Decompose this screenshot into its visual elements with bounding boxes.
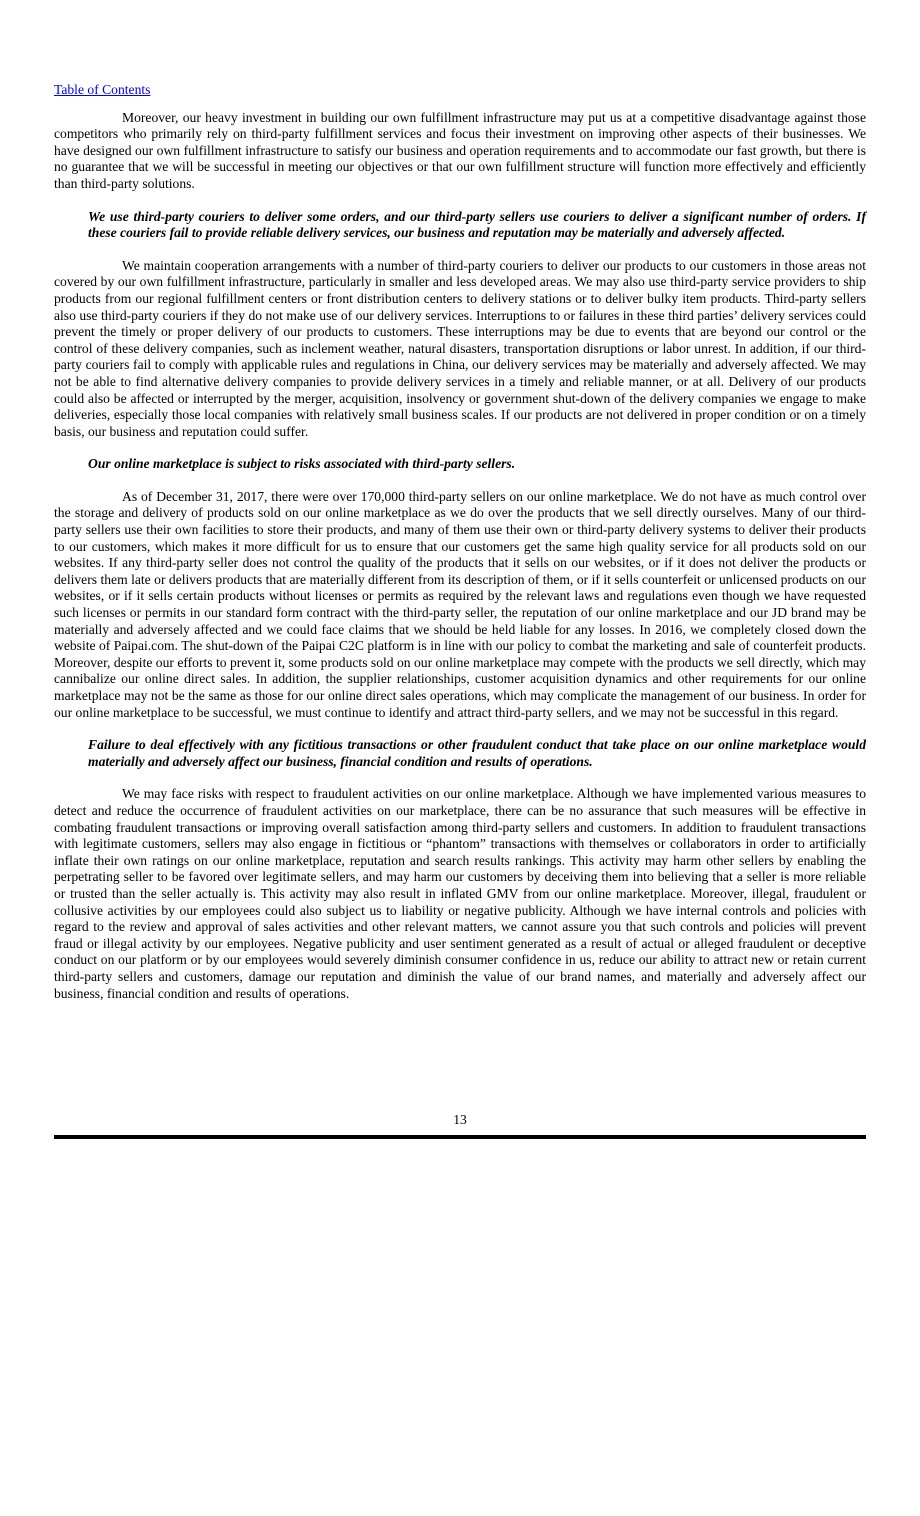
page-bottom-rule [54,1135,866,1139]
heading-third-party-couriers: We use third-party couriers to deliver some orders, and our third-party sellers use couriers to deliver a significant number of orders. If these couriers fail to provide reliable delivery services, our business and reputation may be materially and adversely affected. [88,208,866,241]
paragraph-courier-arrangements: We maintain cooperation arrangements with a number of third-party couriers to deliver our products to our customers in those areas not covered by our own fulfillment infrastructure, particularly in smaller and less developed areas. We may also use third-party service providers to ship products from our regional fulfillment centers or front distribution centers to delivery stations or to deliver bulky item products. Third-party sellers also use third-party couriers if they do not make use of our delivery services. Interruptions to or failures in these third parties’ delivery services could prevent the timely or proper delivery of our products to customers. These interruptions may be due to events that are beyond our control or the control of these delivery companies, such as inclement weather, natural disasters, transportation disruptions or labor unrest. In addition, if our third-party couriers fail to comply with applicable rules and regulations in China, our delivery services may be materially and adversely affected. We may not be able to find alternative delivery companies to provide delivery services in a timely and reliable manner, or at all. Delivery of our products could also be affected or interrupted by the merger, acquisition, insolvency or government shut-down of the delivery companies we engage to make deliveries, especially those local companies with relatively small business scales. If our products are not delivered in proper condition or on a timely basis, our business and reputation could suffer. [54,257,866,439]
paragraph-third-party-sellers: As of December 31, 2017, there were over 170,000 third-party sellers on our online marketplace. We do not have as much control over the storage and delivery of products sold on our online marketplace as we do over the products that we sell directly ourselves. Many of our third-party sellers use their own facilities to store their products, and many of them use their own or third-party delivery systems to deliver their products to our customers, which makes it more difficult for us to ensure that our customers get the same high quality service for all products sold on our websites. If any third-party seller does not control the quality of the products that it sells on our websites, or if it does not deliver the products or delivers them late or delivers products that are materially different from its description of them, or if it sells counterfeit or unlicensed products on our websites, or if it sells certain products without licenses or permits as required by the relevant laws and regulations even though we have requested such licenses or permits in our standard form contract with the third-party seller, the reputation of our online marketplace and our JD brand may be materially and adversely affected and we could face claims that we should be held liable for any losses. In 2016, we completely closed down the website of Paipai.com. The shut-down of the Paipai C2C platform is in line with our policy to combat the marketing and sale of counterfeit products. Moreover, despite our efforts to prevent it, some products sold on our online marketplace may compete with the products we sell directly, which may cannibalize our online direct sales. In addition, the supplier relationships, customer acquisition dynamics and other requirements for our online marketplace may not be the same as those for our online direct sales operations, which may complicate the management of our business. In order for our online marketplace to be successful, we must continue to identify and attract third-party sellers, and we may not be successful in this regard. [54,488,866,720]
heading-fraudulent-conduct: Failure to deal effectively with any fictitious transactions or other fraudulent conduct that take place on our online marketplace would materially and adversely affect our business, financial condition and results of operations. [88,737,866,769]
paragraph-fulfillment-investment: Moreover, our heavy investment in building our own fulfillment infrastructure may put us at a competitive disadvantage against those competitors who primarily rely on third-party fulfillment services and focus their investment on improving other aspects of their businesses. We have designed our own fulfillment infrastructure to satisfy our business and operation requirements and to accommodate our fast growth, but there is no guarantee that we will be successful in meeting our objectives or that our own fulfillment structure will function more effectively and efficiently than third-party solutions. [54,109,866,191]
table-of-contents-link[interactable]: Table of Contents [54,82,151,97]
page-number: 13 [453,1112,467,1127]
paragraph-fraud-risks: We may face risks with respect to fraudulent activities on our online marketplace. Although we have implemented various measures to detect and reduce the occurrence of fraudulent activities on our marketplace, there can be no assurance that such measures will be effective in combating fraudulent transactions or improving overall satisfaction among third-party sellers and customers. In addition to fraudulent transactions with legitimate customers, sellers may also engage in fictitious or “phantom” transactions with themselves or collaborators in order to artificially inflate their own ratings on our online marketplace, reputation and search results rankings. This activity may harm other sellers by enabling the perpetrating seller to be favored over legitimate sellers, and may harm our customers by deceiving them into believing that a seller is more reliable or trusted than the seller actually is. This activity may also result in inflated GMV from our online marketplace. Moreover, illegal, fraudulent or collusive activities by our employees could also subject us to liability or negative publicity. Although we have internal controls and policies with regard to the review and approval of sales activities and other relevant matters, we cannot assure you that such controls and policies will prevent fraud or illegal activity by our employees. Negative publicity and user sentiment generated as a result of actual or alleged fraudulent or deceptive conduct on our platform or by our employees would severely diminish consumer confidence in us, reduce our ability to attract new or retain current third-party sellers and customers, damage our reputation and diminish the value of our brand names, and materially and adversely affect our business, financial condition and results of operations. [54,786,866,1001]
document-page [54,82,866,1018]
heading-marketplace-risks: Our online marketplace is subject to risks associated with third-party sellers. [88,456,516,472]
